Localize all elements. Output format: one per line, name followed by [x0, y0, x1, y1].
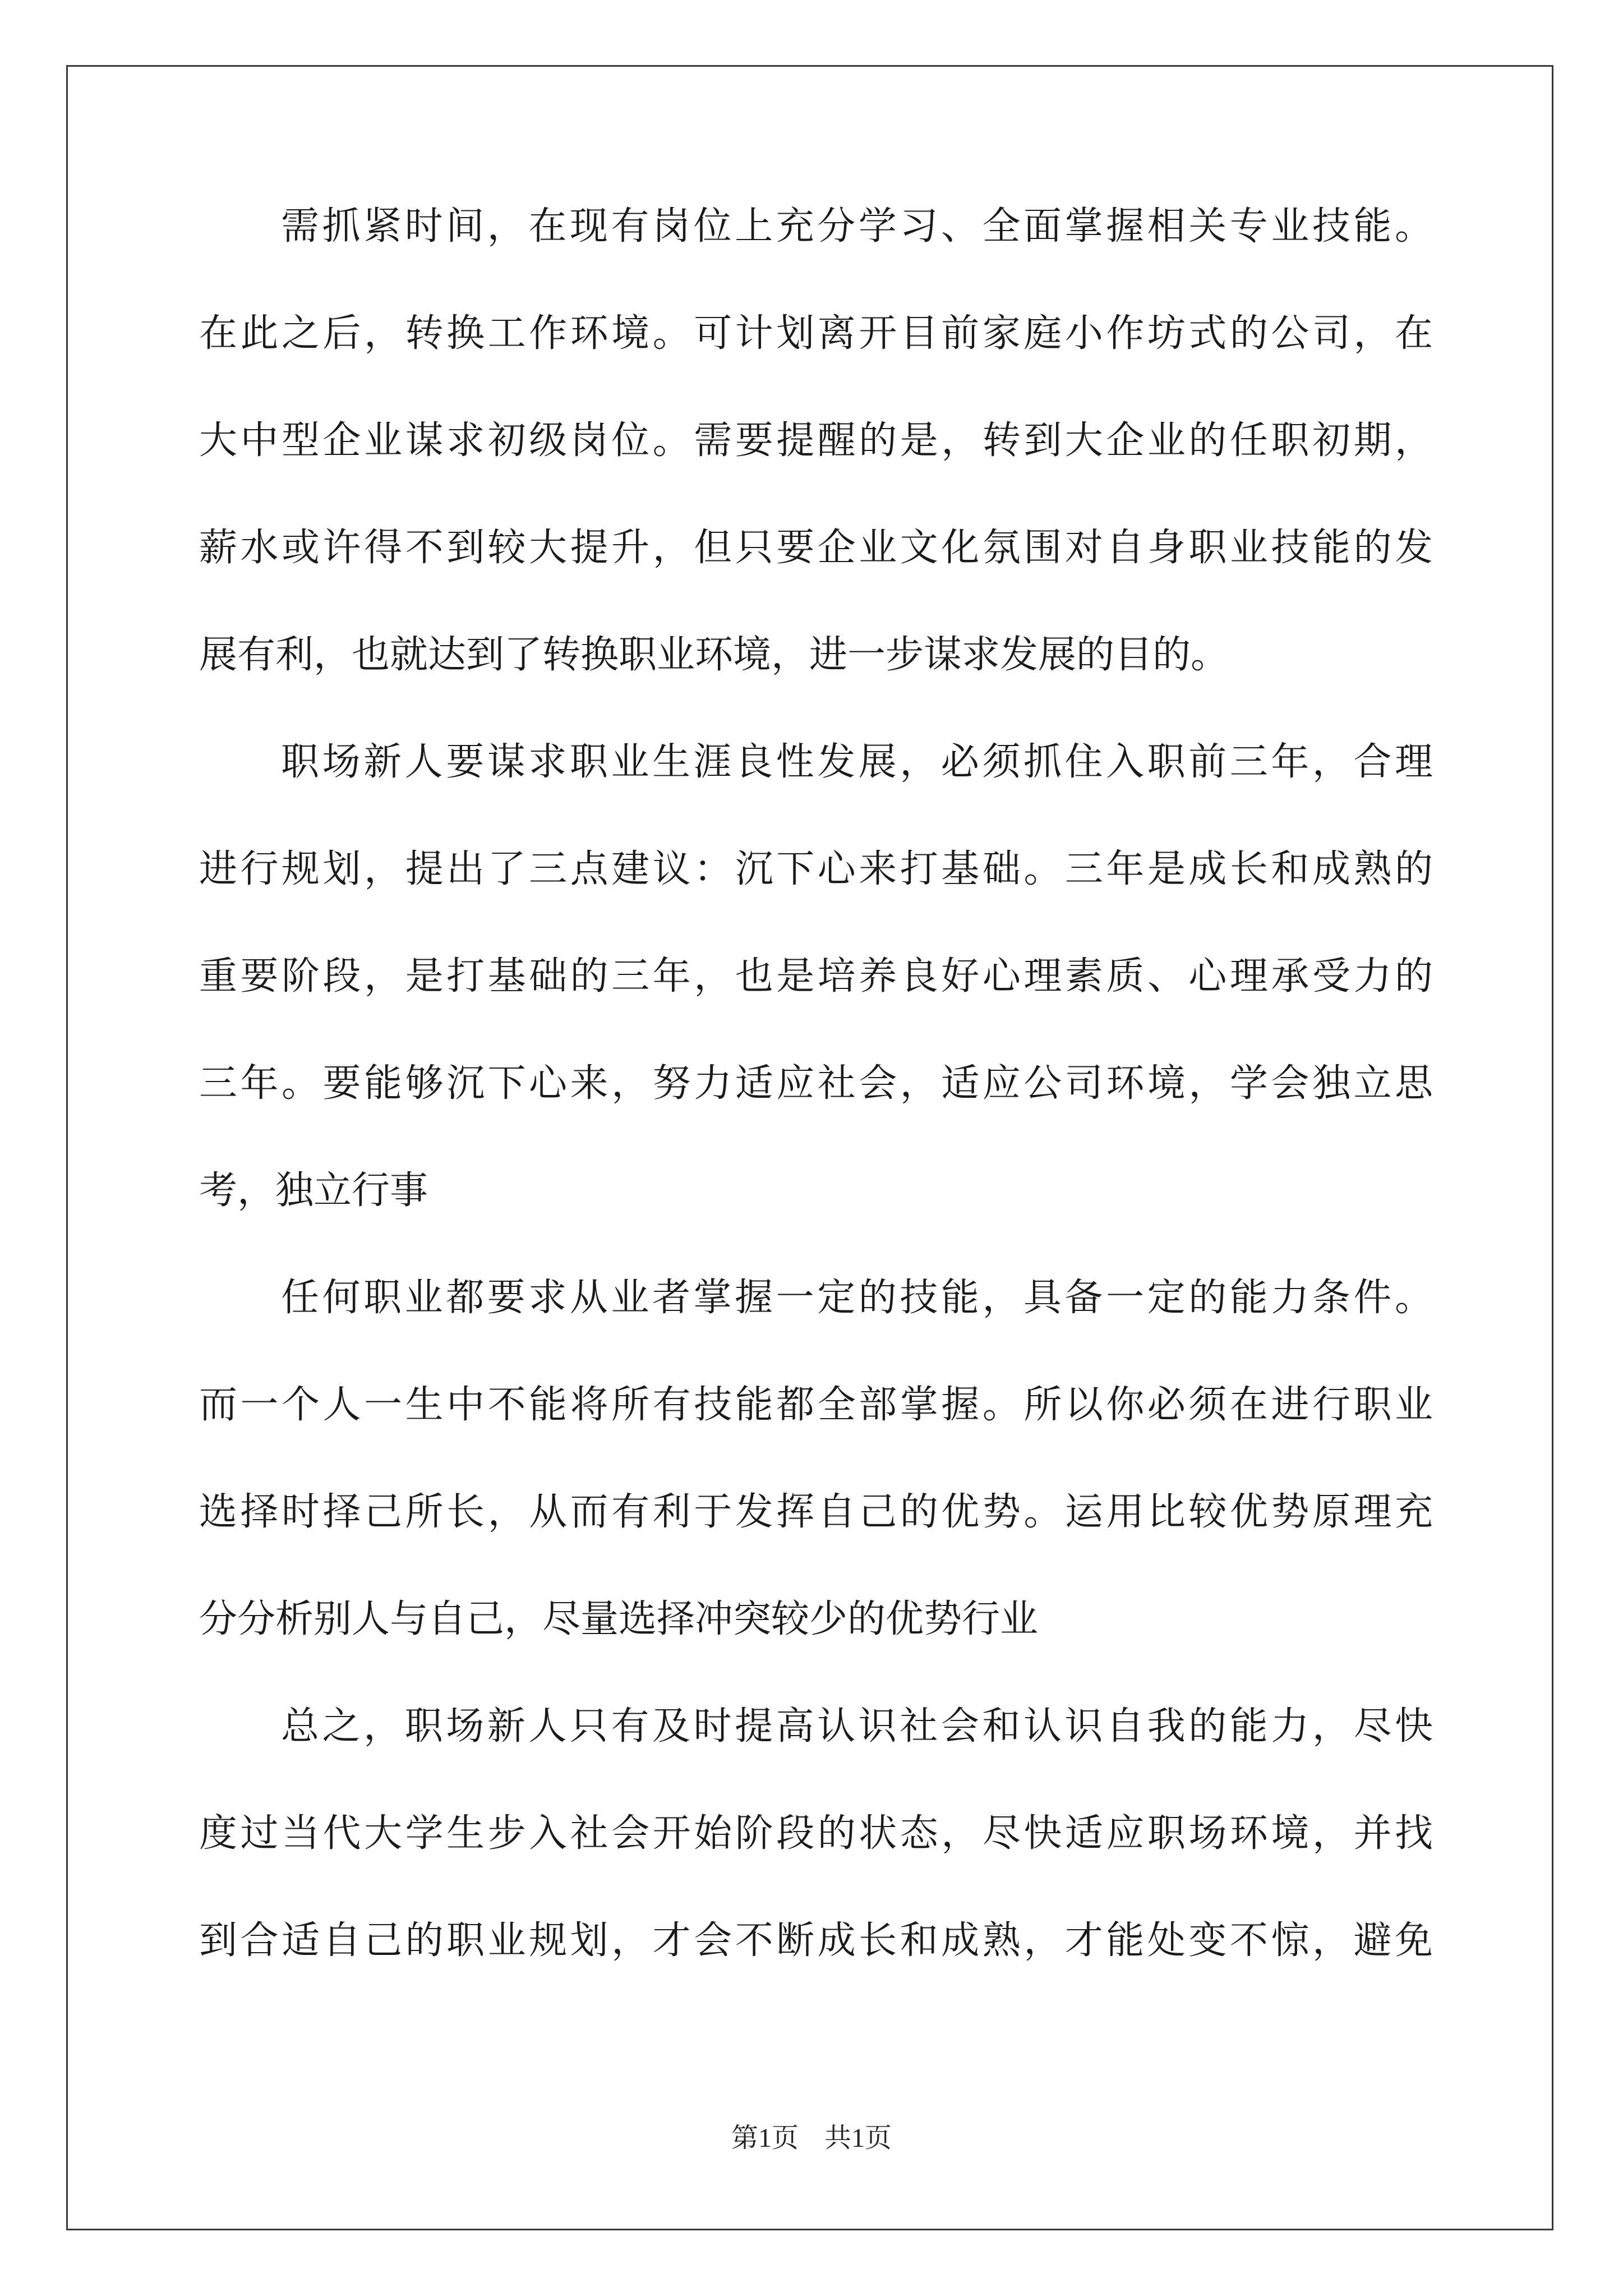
text-line: 三年。要能够沉下心来，努力适应社会，适应公司环境，学会独立思 — [199, 1061, 1433, 1106]
text-line: 进行规划，提出了三点建议：沉下心来打基础。三年是成长和成熟的 — [199, 847, 1433, 891]
text-line: 在此之后，转换工作环境。可计划离开目前家庭小作坊式的公司，在 — [199, 311, 1433, 356]
text-line: 任何职业都要求从业者掌握一定的技能，具备一定的能力条件。 — [281, 1276, 1433, 1320]
text-line: 度过当代大学生步入社会开始阶段的状态，尽快适应职场环境，并找 — [199, 1811, 1433, 1856]
text-line: 分分析别人与自己，尽量选择冲突较少的优势行业 — [199, 1597, 1039, 1641]
text-line: 需抓紧时间，在现有岗位上充分学习、全面掌握相关专业技能。 — [281, 204, 1433, 249]
text-line: 而一个人一生中不能将所有技能都全部掌握。所以你必须在进行职业 — [199, 1383, 1433, 1427]
text-line: 总之，职场新人只有及时提高认识社会和认识自我的能力，尽快 — [281, 1704, 1433, 1749]
page-total: 共1页 — [824, 2123, 892, 2153]
text-line: 考，独立行事 — [199, 1168, 428, 1213]
document-body — [199, 204, 1433, 2029]
text-line: 薪水或许得不到较大提升，但只要企业文化氛围对自身职业技能的发 — [199, 526, 1433, 570]
page-footer — [0, 2116, 1623, 2155]
text-line: 到合适自己的职业规划，才会不断成长和成熟，才能处变不惊，避免 — [199, 1918, 1433, 1963]
text-line: 选择时择己所长，从而有利于发挥自己的优势。运用比较优势原理充 — [199, 1490, 1433, 1534]
text-line: 大中型企业谋求初级岗位。需要提醒的是，转到大企业的任职初期， — [199, 418, 1433, 463]
text-line: 重要阶段，是打基础的三年，也是培养良好心理素质、心理承受力的 — [199, 954, 1433, 999]
text-line: 职场新人要谋求职业生涯良性发展，必须抓住入职前三年，合理 — [281, 740, 1433, 784]
page-number: 第1页 — [731, 2123, 799, 2153]
text-line: 展有利，也就达到了转换职业环境，进一步谋求发展的目的。 — [199, 633, 1229, 677]
